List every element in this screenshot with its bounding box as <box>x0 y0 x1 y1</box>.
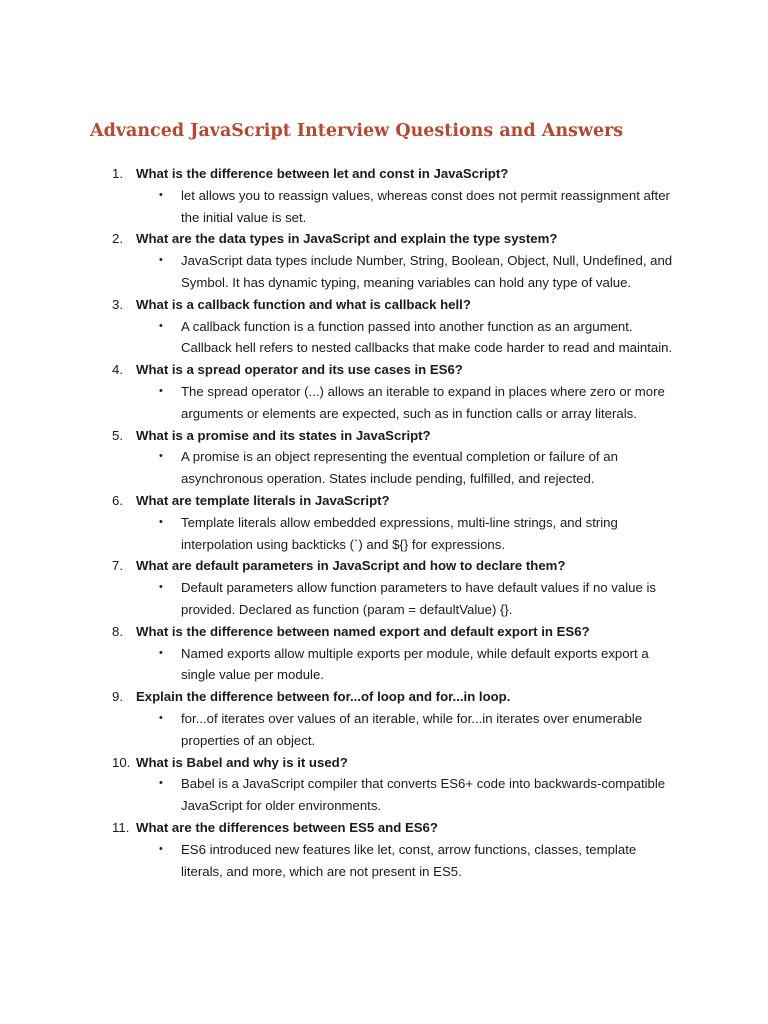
question-number: 6. <box>112 492 123 508</box>
question-number: 7. <box>112 558 123 574</box>
answer-block <box>159 185 681 229</box>
question-text: What is the difference between named export and default export in ES6? <box>136 623 590 639</box>
answer-text: Template literals allow embedded expressions, multi-line strings, and string interpolation using backticks (`) and ${} for expressions. <box>181 514 618 552</box>
question-number: 10. <box>112 754 131 770</box>
qa-item <box>0 817 768 882</box>
question-row <box>0 686 768 708</box>
answer-text: for...of iterates over values of an iterable, while for...in iterates over enumerable properties of an object. <box>181 710 643 748</box>
question-number: 8. <box>112 623 123 639</box>
question-text: What is Babel and why is it used? <box>136 754 348 770</box>
question-number: 3. <box>112 296 123 312</box>
question-text: What are default parameters in JavaScript and how to declare them? <box>136 558 566 574</box>
bullet-icon: • <box>159 254 163 267</box>
document-title: Advanced JavaScript Interview Questions and Answers <box>90 121 624 141</box>
question-text: What are the data types in JavaScript and explain the type system? <box>136 231 558 247</box>
question-number: 11. <box>112 819 130 835</box>
bullet-icon: • <box>159 450 163 463</box>
qa-item <box>0 359 768 424</box>
answer-text: The spread operator (...) allows an iterable to expand in places where zero or more arguments or elements are expected, such as in function calls or array literals. <box>181 383 665 421</box>
question-text: What are the differences between ES5 and ES6? <box>136 819 438 835</box>
qa-item <box>0 752 768 817</box>
answer-text: A promise is an object representing the eventual completion or failure of an asynchronous operation. States include pending, fulfilled, and rejected. <box>181 449 618 487</box>
question-text: Explain the difference between for...of loop and for...in loop. <box>136 689 511 705</box>
answer-block <box>159 316 681 360</box>
question-number: 9. <box>112 689 123 705</box>
answer-block <box>159 577 681 621</box>
qa-item <box>0 228 768 293</box>
answer-text: JavaScript data types include Number, String, Boolean, Object, Null, Undefined, and Symbol. It has dynamic typing, meaning variables can hold any type of value. <box>181 253 673 290</box>
answer-block <box>159 773 681 817</box>
answer-block <box>159 381 681 425</box>
question-row <box>0 490 768 512</box>
bullet-icon: • <box>159 515 163 528</box>
bullet-icon: • <box>159 842 163 855</box>
answer-text: Default parameters allow function parameters to have default values if no value is provided. Declared as function (param = defaultValue) {}. <box>181 580 657 617</box>
question-number: 2. <box>112 231 123 247</box>
answer-block <box>159 839 681 883</box>
bullet-icon: • <box>159 581 163 594</box>
qa-item <box>0 555 768 620</box>
question-text: What is a promise and its states in JavaScript? <box>136 427 431 443</box>
question-row <box>0 163 768 185</box>
question-text: What are template literals in JavaScript? <box>136 492 390 508</box>
qa-item <box>0 490 768 555</box>
question-row <box>0 555 768 577</box>
question-number: 1. <box>112 166 123 181</box>
question-text: What is a spread operator and its use cases in ES6? <box>136 362 463 378</box>
qa-item <box>0 163 768 228</box>
answer-text: Babel is a JavaScript compiler that converts ES6+ code into backwards-compatible JavaScript for older environments. <box>181 776 666 814</box>
question-row <box>0 817 768 839</box>
question-text: What is a callback function and what is callback hell? <box>136 296 471 312</box>
bullet-icon: • <box>159 711 163 724</box>
question-row <box>0 294 768 316</box>
answer-text: ES6 introduced new features like let, const, arrow functions, classes, template literals, and more, which are not present in ES5. <box>181 841 637 879</box>
question-row <box>0 621 768 643</box>
answer-text: Named exports allow multiple exports per module, while default exports export a single value per module. <box>181 645 649 683</box>
question-row <box>0 425 768 447</box>
question-number: 4. <box>112 362 123 378</box>
question-text: What is the difference between let and const in JavaScript? <box>136 166 509 181</box>
answer-text: let allows you to reassign values, whereas const does not permit reassignment after the initial value is set. <box>181 187 670 225</box>
answer-block <box>159 643 681 687</box>
question-row <box>0 228 768 250</box>
question-row <box>0 359 768 381</box>
qa-item <box>0 621 768 686</box>
bullet-icon: • <box>159 319 163 332</box>
bullet-icon: • <box>159 646 163 659</box>
answer-block <box>159 708 681 752</box>
question-row <box>0 752 768 774</box>
qa-item <box>0 294 768 359</box>
question-number: 5. <box>112 427 123 443</box>
qa-item <box>0 686 768 751</box>
qa-item <box>0 425 768 490</box>
answer-block <box>159 512 681 556</box>
bullet-icon: • <box>159 777 163 790</box>
answer-block <box>159 446 681 490</box>
answer-block <box>159 250 681 294</box>
qa-list <box>0 163 768 882</box>
bullet-icon: • <box>159 384 163 397</box>
answer-text: A callback function is a function passed into another function as an argument. Callback hell refers to nested callbacks that make code harder to read and maintain. <box>181 318 673 356</box>
bullet-icon: • <box>159 188 163 201</box>
